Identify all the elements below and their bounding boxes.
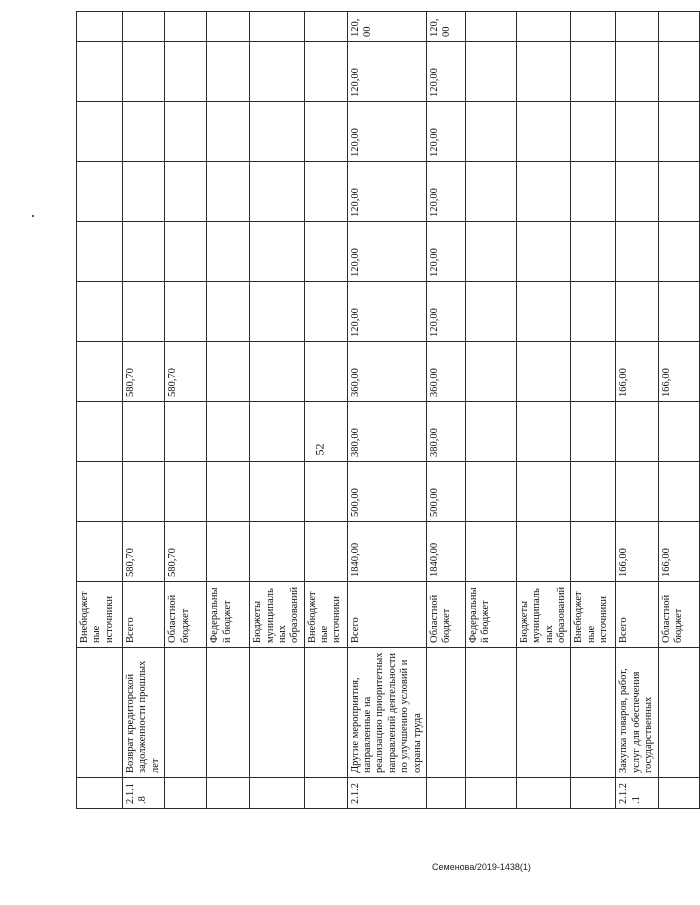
table-cell [304, 162, 347, 222]
table-cell: Внебюджетные источники [304, 582, 347, 648]
table-cell [165, 778, 207, 809]
table-cell [616, 102, 658, 162]
table-cell: 500,00 [347, 462, 426, 522]
table-cell [250, 222, 305, 282]
table-cell: 580,70 [123, 522, 165, 582]
table-cell [207, 102, 250, 162]
table-cell [77, 222, 123, 282]
table-cell [304, 222, 347, 282]
table-cell [516, 162, 571, 222]
table-cell [123, 42, 165, 102]
table-cell [616, 12, 658, 42]
table-cell: 2.1.2 [347, 778, 426, 809]
table-cell [571, 12, 616, 42]
table-cell [207, 522, 250, 582]
table-cell [207, 282, 250, 342]
table-cell: 2.1.2.1 [616, 778, 658, 809]
table-cell [571, 648, 616, 778]
table-cell [465, 778, 516, 809]
table-cell [207, 462, 250, 522]
table-cell [123, 162, 165, 222]
table-cell [426, 648, 465, 778]
table-cell: Бюджеты муниципальных образований [250, 582, 305, 648]
table-cell [304, 402, 347, 462]
table-cell [77, 462, 123, 522]
table-cell: Другие мероприятия, направленные на реализацию приоритетных направлений деятельности по улучшению условий и охраны труда [347, 648, 426, 778]
table-cell [616, 462, 658, 522]
table-cell: 360,00 [426, 342, 465, 402]
table-cell: 120,00 [426, 282, 465, 342]
table-cell: 120,00 [347, 222, 426, 282]
table-row [123, 12, 165, 809]
table-cell: Внебюджетные источники [77, 582, 123, 648]
table-cell [207, 222, 250, 282]
table-cell [304, 522, 347, 582]
table-cell [250, 102, 305, 162]
table-cell: Всего [123, 582, 165, 648]
table-cell [165, 402, 207, 462]
table-cell: 580,70 [165, 522, 207, 582]
table-cell [516, 462, 571, 522]
table-cell [165, 282, 207, 342]
table-cell [123, 282, 165, 342]
table-cell [658, 102, 699, 162]
table-cell [207, 162, 250, 222]
table-cell [465, 282, 516, 342]
table-cell: 166,00 [616, 522, 658, 582]
table-cell [77, 402, 123, 462]
table-row [426, 12, 465, 809]
table-cell: 120,00 [347, 102, 426, 162]
table-cell [465, 648, 516, 778]
table-cell [123, 102, 165, 162]
table-cell [77, 102, 123, 162]
table-cell [616, 222, 658, 282]
table-cell [516, 222, 571, 282]
table-cell [207, 342, 250, 402]
table-row [658, 12, 699, 809]
table-cell [77, 778, 123, 809]
table-cell [465, 222, 516, 282]
table-cell [571, 522, 616, 582]
table-cell [250, 42, 305, 102]
table-cell [658, 282, 699, 342]
table-cell [207, 12, 250, 42]
table-cell [304, 778, 347, 809]
table-row [250, 12, 305, 809]
table-cell [207, 778, 250, 809]
table-cell: Внебюджетные источники [571, 582, 616, 648]
table-cell [250, 282, 305, 342]
table-cell [465, 42, 516, 102]
table-cell [571, 222, 616, 282]
table-row [165, 12, 207, 809]
table-cell: Закупка товаров, работ, услуг для обеспечения государственных [616, 648, 658, 778]
rotated-table-frame [76, 12, 684, 809]
table-row [304, 12, 347, 809]
table-cell [616, 42, 658, 102]
table-cell [77, 12, 123, 42]
footer-doc-code: Семенова/2019-1438(1) [432, 862, 531, 872]
table-cell [658, 462, 699, 522]
table-cell [250, 12, 305, 42]
table-cell [250, 462, 305, 522]
table-cell [658, 42, 699, 102]
table-cell [304, 12, 347, 42]
table-cell [658, 222, 699, 282]
table-cell: 2.1.1.8 [123, 778, 165, 809]
table-row [207, 12, 250, 809]
table-cell: Всего [616, 582, 658, 648]
table-cell [658, 402, 699, 462]
table-cell [250, 648, 305, 778]
table-cell [77, 522, 123, 582]
table-cell [571, 778, 616, 809]
table-cell: 120,00 [347, 12, 426, 42]
table-cell: 120,00 [426, 222, 465, 282]
table-cell: 120,00 [347, 162, 426, 222]
table-cell: 1840,00 [426, 522, 465, 582]
table-cell [658, 12, 699, 42]
table-cell [571, 102, 616, 162]
table-cell [304, 648, 347, 778]
table-cell [165, 648, 207, 778]
table-cell: Бюджеты муниципальных образований [516, 582, 571, 648]
table-cell [516, 12, 571, 42]
table-cell [571, 42, 616, 102]
table-cell [516, 402, 571, 462]
table-cell: 380,00 [426, 402, 465, 462]
table-cell [616, 402, 658, 462]
table-cell [165, 12, 207, 42]
table-cell [123, 222, 165, 282]
table-cell: 166,00 [616, 342, 658, 402]
table-cell [304, 282, 347, 342]
table-cell [465, 102, 516, 162]
page-number: 52 [312, 443, 327, 455]
table-cell [658, 162, 699, 222]
table-cell [304, 342, 347, 402]
table-cell [465, 402, 516, 462]
table-cell: Федеральный бюджет [207, 582, 250, 648]
table-cell: Областной бюджет [165, 582, 207, 648]
table-cell [516, 778, 571, 809]
table-cell [250, 162, 305, 222]
table-cell: 120,00 [426, 162, 465, 222]
table-cell [571, 162, 616, 222]
table-cell: Областной бюджет [426, 582, 465, 648]
table-cell [304, 462, 347, 522]
table-cell [516, 102, 571, 162]
table-cell [77, 42, 123, 102]
table-cell [304, 42, 347, 102]
table-cell [516, 522, 571, 582]
table-cell: 120,00 [347, 42, 426, 102]
table-cell: 120,00 [426, 42, 465, 102]
table-row [516, 12, 571, 809]
table-cell: Всего [347, 582, 426, 648]
table-cell [207, 648, 250, 778]
table-cell [77, 162, 123, 222]
table-row [571, 12, 616, 809]
scan-speck [32, 215, 34, 217]
table-cell [516, 42, 571, 102]
table-cell [465, 342, 516, 402]
table-cell [123, 12, 165, 42]
table-cell [571, 342, 616, 402]
table-cell: 166,00 [658, 342, 699, 402]
table-row [616, 12, 658, 809]
table-cell [123, 402, 165, 462]
table-row [77, 12, 123, 809]
table-cell [465, 12, 516, 42]
table-cell [165, 222, 207, 282]
budget-table [76, 11, 700, 809]
table-cell: 166,00 [658, 522, 699, 582]
table-cell [465, 462, 516, 522]
table-cell [77, 648, 123, 778]
table-cell [165, 462, 207, 522]
table-cell [165, 42, 207, 102]
table-cell [250, 402, 305, 462]
table-cell [123, 462, 165, 522]
table-cell [658, 778, 699, 809]
table-cell: Федеральный бюджет [465, 582, 516, 648]
table-cell: 580,70 [165, 342, 207, 402]
table-cell [465, 522, 516, 582]
table-cell [571, 282, 616, 342]
rotated-table-content [76, 12, 684, 809]
table-cell: Областной бюджет [658, 582, 699, 648]
table-cell [571, 462, 616, 522]
table-cell: 120,00 [426, 12, 465, 42]
table-cell [250, 522, 305, 582]
table-cell: 580,70 [123, 342, 165, 402]
table-cell [250, 342, 305, 402]
table-cell [616, 162, 658, 222]
table-cell [304, 102, 347, 162]
table-cell: 500,00 [426, 462, 465, 522]
table-cell [516, 342, 571, 402]
table-cell [616, 282, 658, 342]
table-cell [658, 648, 699, 778]
table-cell [465, 162, 516, 222]
table-cell [571, 402, 616, 462]
table-cell: 1840,00 [347, 522, 426, 582]
table-cell [165, 162, 207, 222]
table-cell [207, 402, 250, 462]
table-cell: 380,00 [347, 402, 426, 462]
table-cell [426, 778, 465, 809]
table-cell [165, 102, 207, 162]
table-cell [250, 778, 305, 809]
table-cell: 360,00 [347, 342, 426, 402]
table-cell [207, 42, 250, 102]
table-cell [77, 282, 123, 342]
table-cell: 120,00 [347, 282, 426, 342]
table-cell [516, 648, 571, 778]
table-row [465, 12, 516, 809]
table-cell: 120,00 [426, 102, 465, 162]
table-cell [516, 282, 571, 342]
table-cell [77, 342, 123, 402]
table-cell: Возврат кредиторской задолженности прошлых лет [123, 648, 165, 778]
table-row [347, 12, 426, 809]
